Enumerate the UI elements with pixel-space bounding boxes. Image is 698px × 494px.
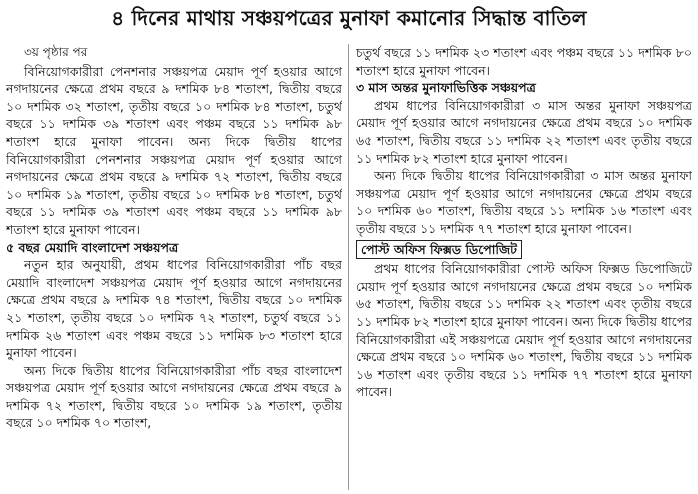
article-paragraph: বিনিয়োগকারীরা পেনশনার সঞ্চয়পত্র মেয়াদ পূর্ণ হওয়ার আগে নগদায়নের ক্ষেত্রে প্রথম বছরে ৯ দশমিক ৮৪ শতাংশ, দ্বিতীয় বছরে ১০ দশমিক ৩২ শতাংশ, তৃতীয় বছরে ১০ দশমিক ৮৪ শতাংশ, চতুর্থ বছরে ১১ দশমিক ৩৯ শতাংশ এবং পঞ্চম বছরে ১১ দশমিক ৯৮ শতাংশ হারে মুনাফা পাবেন। অন্য দিকে দ্বিতীয় ধাপের বিনিয়োগকারীরা পেনশনার সঞ্চয়পত্র মেয়াদ পূর্ণ হওয়ার আগে নগদায়নের ক্ষেত্রে প্রথম বছরে ৯ দশমিক ৭২ শতাংশ, দ্বিতীয় বছরে ১০ দশমিক ১৯ শতাংশ, তৃতীয় বছরে ১০ দশমিক ৮৪ শতাংশ, চতুর্থ বছরে ১১ দশমিক ৩৯ শতাংশ এবং পঞ্চম বছরে ১১ দশমিক ৯৮ শতাংশ হারে মুনাফা পাবেন। (6, 63, 342, 237)
article-paragraph: প্রথম ধাপের বিনিয়োগকারীরা ৩ মাস অন্তর মুনাফা সঞ্চয়পত্র মেয়াদ পূর্ণ হওয়ার আগে নগদায়নের ক্ষেত্রে প্রথম বছরে ১০ দশমিক ৬৫ শতাংশ, দ্বিতীয় বছরে ১১ দশমিক ২২ শতাংশ এবং তৃতীয় বছরে ১১ দশমিক ৮২ শতাংশ হারে মুনাফা পাবেন। (356, 97, 692, 166)
article-paragraph: চতুর্থ বছরে ১১ দশমিক ২৩ শতাংশ এবং পঞ্চম বছরে ১১ দশমিক ৮০ শতাংশ হারে মুনাফা পাবেন। (356, 45, 692, 78)
headline: ৪ দিনের মাথায় সঞ্চয়পত্রের মুনাফা কমানোর সিদ্ধান্ত বাতিল (111, 5, 587, 30)
right-column (356, 44, 692, 494)
section-subhead: ৫ বছর মেয়াদি বাংলাদেশ সঞ্চয়পত্র (6, 239, 179, 255)
article-paragraph: নতুন হার অনুযায়ী, প্রথম ধাপের বিনিয়োগকারীরা পাঁচ বছর মেয়াদি বাংলাদেশ সঞ্চয়পত্র মেয়াদ পূর্ণ হওয়ার আগে নগদায়নের ক্ষেত্রে প্রথম বছরে ৯ দশমিক ৭৪ শতাংশ, দ্বিতীয় বছরে ১০ দশমিক ২১ শতাংশ, তৃতীয় বছরে ১০ দশমিক ৭২ শতাংশ, চতুর্থ বছরে ১১ দশমিক ২৬ শতাংশ এবং পঞ্চম বছরে ১১ দশমিক ৮৩ শতাংশ হারে মুনাফা পাবেন। (6, 257, 342, 361)
section-subhead: ৩ মাস অন্তর মুনাফাভিত্তিক সঞ্চয়পত্র (356, 80, 536, 96)
continued-from-note: ৩য় পৃষ্ঠার পর (24, 45, 88, 59)
left-column (6, 44, 342, 494)
article-paragraph: অন্য দিকে দ্বিতীয় ধাপের বিনিয়োগকারীরা ৩ মাস অন্তর মুনাফা সঞ্চয়পত্র মেয়াদ পূর্ণ হওয়ার আগে নগদায়নের ক্ষেত্রে প্রথম বছরে ১০ দশমিক ৬০ শতাংশ, দ্বিতীয় বছরে ১১ দশমিক ১৬ শতাংশ এবং তৃতীয় বছরে ১১ দশমিক ৭৭ শতাংশ হারে মুনাফা পাবেন। (356, 168, 692, 236)
article-paragraph: প্রথম ধাপের বিনিয়োগকারীরা পোস্ট অফিস ফিক্সড ডিপোজিটে মেয়াদ পূর্ণ হওয়ার আগে নগদায়নের ক্ষেত্রে প্রথম বছরে ১০ দশমিক ৬৫ শতাংশ, দ্বিতীয় বছরে ১১ দশমিক ২২ শতাংশ এবং তৃতীয় বছরে ১১ দশমিক ৮২ শতাংশ হারে মুনাফা পাবেন। অন্য দিকে দ্বিতীয় ধাপের বিনিয়োগকারীরা এই সঞ্চয়পত্রে মেয়াদ পূর্ণ হওয়ার আগে নগদায়নের ক্ষেত্রে প্রথম বছরে ১০ দশমিক ৬০ শতাংশ, দ্বিতীয় বছরে ১১ দশমিক ১৬ শতাংশ এবং তৃতীয় বছরে ১১ দশমিক ৭৭ শতাংশ হারে মুনাফা পাবেন। (356, 261, 692, 400)
article-paragraph: অন্য দিকে দ্বিতীয় ধাপের বিনিয়োগকারীরা পাঁচ বছর বাংলাদেশ সঞ্চয়পত্র মেয়াদ পূর্ণ হওয়ার আগে নগদায়নের ক্ষেত্রে প্রথম বছরে ৯ দশমিক ৭২ শতাংশ, দ্বিতীয় বছরে ১০ দশমিক ১৯ শতাংশ, তৃতীয় বছরে ১০ দশমিক ৭০ শতাংশ, (6, 362, 342, 431)
section-subhead-boxed: পোস্ট অফিস ফিক্সড ডিপোজিট (356, 240, 522, 260)
column-divider (348, 44, 349, 490)
